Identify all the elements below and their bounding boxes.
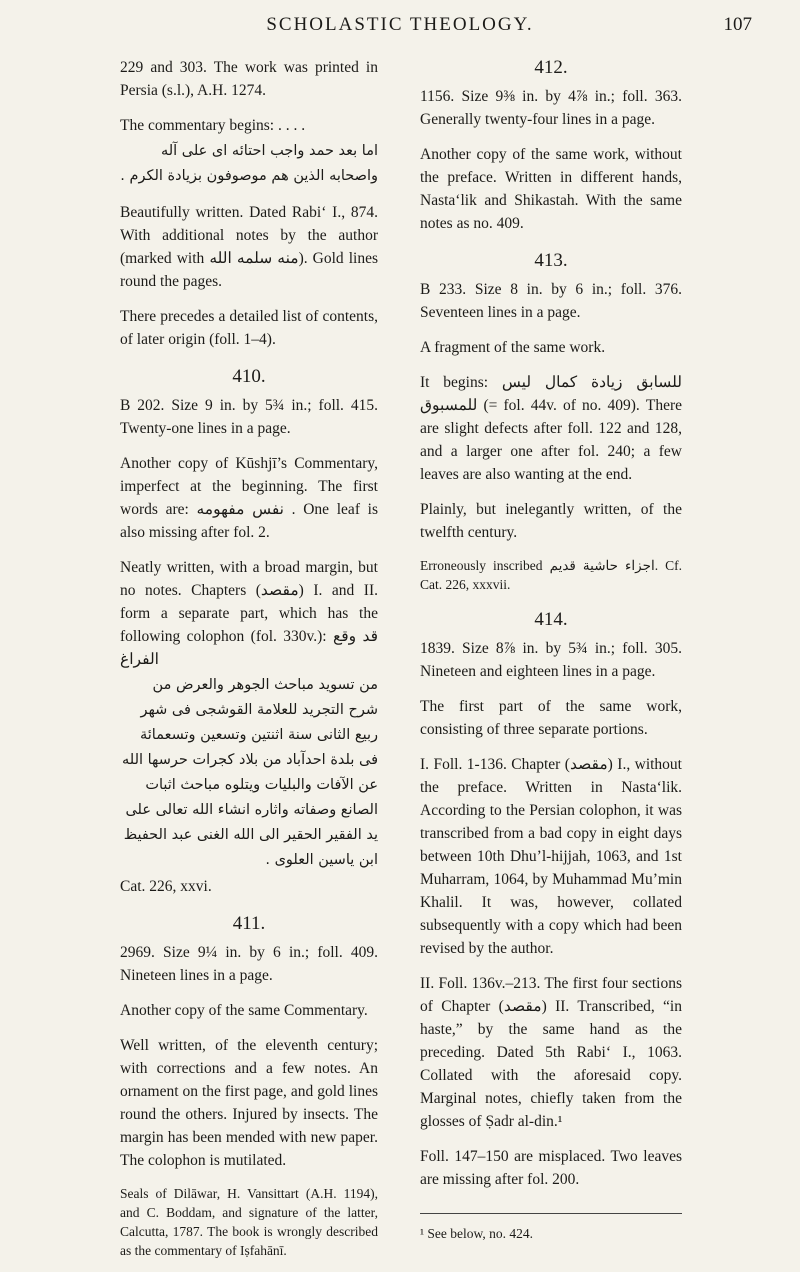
paragraph: Foll. 147–150 are misplaced. Two leaves are missing after fol. 200.	[420, 1148, 682, 1188]
entry-number: 411.	[232, 913, 266, 934]
left-column	[120, 56, 378, 1272]
paragraph: Beautifully written. Dated Rabi‘ I., 874. With additional notes by the author (marked with منه سلمه الله). Gold lines round the pages.	[120, 204, 378, 290]
running-title: SCHOLASTIC THEOLOGY.	[266, 14, 534, 35]
paragraph: Another copy of Kūshjī’s Commentary, imperfect at the beginning. The first words are: نفس مفهومه . One leaf is also missing after fol. 2.	[120, 455, 378, 541]
paragraph: A fragment of the same work.	[420, 339, 606, 356]
entry-summary: B 202. Size 9 in. by 5¾ in.; foll. 415. Twenty-one lines in a page.	[120, 397, 378, 437]
entry-number: 414.	[534, 609, 568, 630]
paragraph-small: Seals of Dilāwar, H. Vansittart (A.H. 1194), and C. Boddam, and signature of the latter, Calcutta, 1787. The book is wrongly described as the commentary of Iṣfahānī.	[120, 1186, 378, 1258]
paragraph: II. Foll. 136v.–213. The first four sections of Chapter (مقصد) II. Transcribed, “in haste,” by the same hand as the preceding. Dated 5th Rabi‘ I., 1063. Collated with the aforesaid copy. Marginal notes, chiefly taken from the glosses of Ṣadr al-din.¹	[420, 975, 682, 1130]
entry-summary: 1156. Size 9⅜ in. by 4⅞ in.; foll. 363. Generally twenty-four lines in a page.	[420, 88, 682, 128]
paragraph: Neatly written, with a broad margin, but no notes. Chapters (مقصد) I. and II. form a separate part, which has the following colophon (fol. 330v.): قد وقع الفراغ	[120, 559, 378, 668]
paragraph: Well written, of the eleventh century; with corrections and a few notes. An ornament on the first page, and gold lines round the others. Injured by insects. The margin has been mended with new paper. The colophon is mutilated.	[120, 1037, 378, 1169]
paragraph: Plainly, but inelegantly written, of the twelfth century.	[420, 501, 682, 541]
entry-summary: 1839. Size 8⅞ in. by 5¾ in.; foll. 305. Nineteen and eighteen lines in a page.	[420, 640, 682, 680]
paragraph: 229 and 303. The work was printed in Persia (s.l.), A.H. 1274.	[120, 59, 378, 99]
paragraph: It begins: للسابق زيادة كمال ليس للمسبوق (= fol. 44v. of no. 409). There are slight defects after foll. 122 and 128, and a larger one after fol. 240; a few leaves are also wanting at the end.	[420, 374, 682, 483]
right-column	[420, 56, 682, 1257]
catalogue-reference: Cat. 226, xxvi.	[120, 878, 212, 895]
page-number: 107	[723, 14, 752, 35]
entry-number: 410.	[232, 366, 266, 387]
page-header	[0, 0, 800, 44]
paragraph: There precedes a detailed list of contents, of later origin (foll. 1–4).	[120, 308, 378, 348]
arabic-colophon: من تسويد مباحث الجوهر والعرض من شرح التجريد للعلامة القوشجى فى شهر ربيع الثانى سنة اثنتين وتسعين وتسعمائة فى بلدة احدآباد من بلاد كجرات حرسها الله عن الآفات والبليات ويتلوه مباحث اثبات الصانع وصفاته واثاره انشاء الله تعالى على يد الفقير الحقير الى الله الغنى عبد الحفيظ ابن ياسين العلوى .	[122, 677, 378, 868]
entry-number: 412.	[534, 57, 568, 78]
paragraph: The commentary begins: . . . .	[120, 117, 306, 134]
footnote: ¹ See below, no. 424.	[420, 1226, 534, 1241]
footnote-rule	[420, 1213, 682, 1214]
paragraph: Another copy of the same Commentary.	[120, 1002, 368, 1019]
paragraph: The first part of the same work, consisting of three separate portions.	[420, 698, 682, 738]
entry-number: 413.	[534, 250, 568, 271]
entry-summary: B 233. Size 8 in. by 6 in.; foll. 376. Seventeen lines in a page.	[420, 281, 682, 321]
arabic-quote: اما بعد حمد واجب احتائه اى على آله واصحابه الذين هم موصوفون بزيادة الكرم .	[120, 143, 378, 184]
paragraph: I. Foll. 1-136. Chapter (مقصد) I., without the preface. Written in Nasta‘lik. According to the Persian colophon, it was transcribed from a bad copy in eight days between 10th Dhu’l-hijjah, 1063, and 1st Muharram, 1064, by Muhammad Mu’min Khalil. It was, however, collated subsequently with a copy which had been revised by the author.	[420, 756, 682, 957]
paragraph-small: Erroneously inscribed اجزاء حاشية قديم. Cf. Cat. 226, xxxvii.	[420, 558, 683, 592]
paragraph: Another copy of the same work, without the preface. Written in different hands, Nasta‘lik and Shikastah. With the same notes as no. 409.	[420, 146, 682, 232]
entry-summary: 2969. Size 9¼ in. by 6 in.; foll. 409. Nineteen lines in a page.	[120, 944, 378, 984]
